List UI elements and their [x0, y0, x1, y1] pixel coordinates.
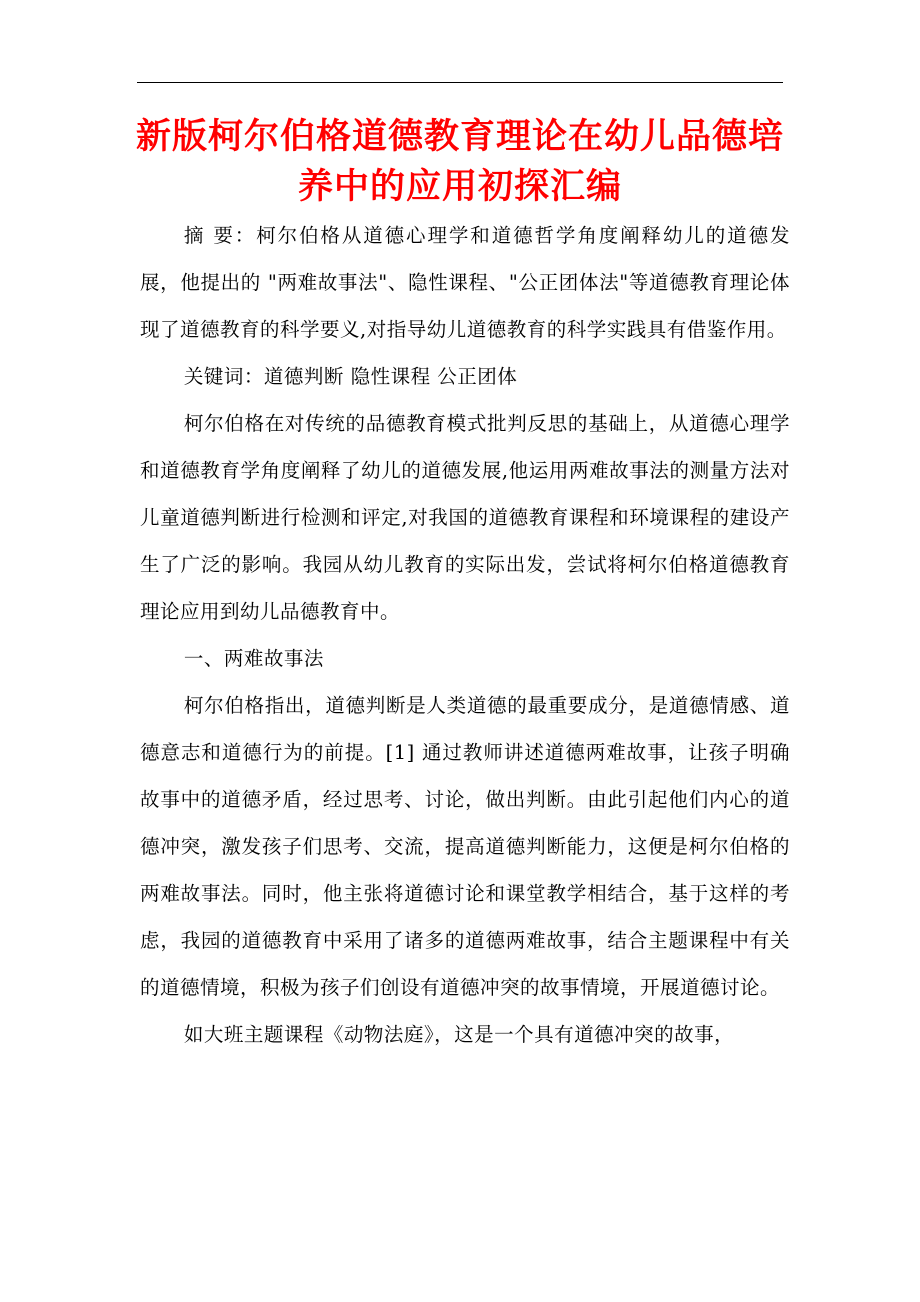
body-paragraph-continued: 如大班主题课程《动物法庭》，这是一个具有道德冲突的故事， — [183, 1023, 735, 1046]
header-rule — [137, 82, 783, 83]
keywords-paragraph: 关键词：道德判断 隐性课程 公正团体 — [183, 365, 518, 388]
abstract-paragraph: 摘 要：柯尔伯格从道德心理学和道德哲学角度阐释幼儿的道德发展，他提出的 "两难故事法"、隐性课程、"公正团体法"等道德教育理论体现了道德教育的科学要义,对指导幼儿道德教育的科学实践具有借鉴作用。 — [140, 224, 790, 341]
intro-paragraph: 柯尔伯格在对传统的品德教育模式批判反思的基础上，从道德心理学和道德教育学角度阐释了幼儿的道德发展,他运用两难故事法的测量方法对儿童道德判断进行检测和评定,对我国的道德教育课程和环境课程的建设产生了广泛的影响。我园从幼儿教育的实际出发，尝试将柯尔伯格道德教育理论应用到幼儿品德教育中。 — [140, 412, 790, 623]
document-body — [140, 212, 790, 1058]
title-line-1: 新版柯尔伯格道德教育理论在幼儿品德培 — [135, 116, 784, 157]
document-title — [130, 112, 790, 212]
title-line-2: 养中的应用初探汇编 — [297, 166, 622, 207]
section-heading: 一、两难故事法 — [183, 647, 324, 670]
body-paragraph: 柯尔伯格指出，道德判断是人类道德的最重要成分，是道德情感、道德意志和道德行为的前提。[1] 通过教师讲述道德两难故事，让孩子明确故事中的道德矛盾，经过思考、讨论，做出判断。由此引起他们内心的道德冲突，激发孩子们思考、交流，提高道德判断能力，这便是柯尔伯格的两难故事法。同时，他主张将道德讨论和课堂教学相结合，基于这样的考虑，我园的道德教育中采用了诸多的道德两难故事，结合主题课程中有关的道德情境，积极为孩子们创设有道德冲突的故事情境，开展道德讨论。 — [140, 694, 790, 999]
